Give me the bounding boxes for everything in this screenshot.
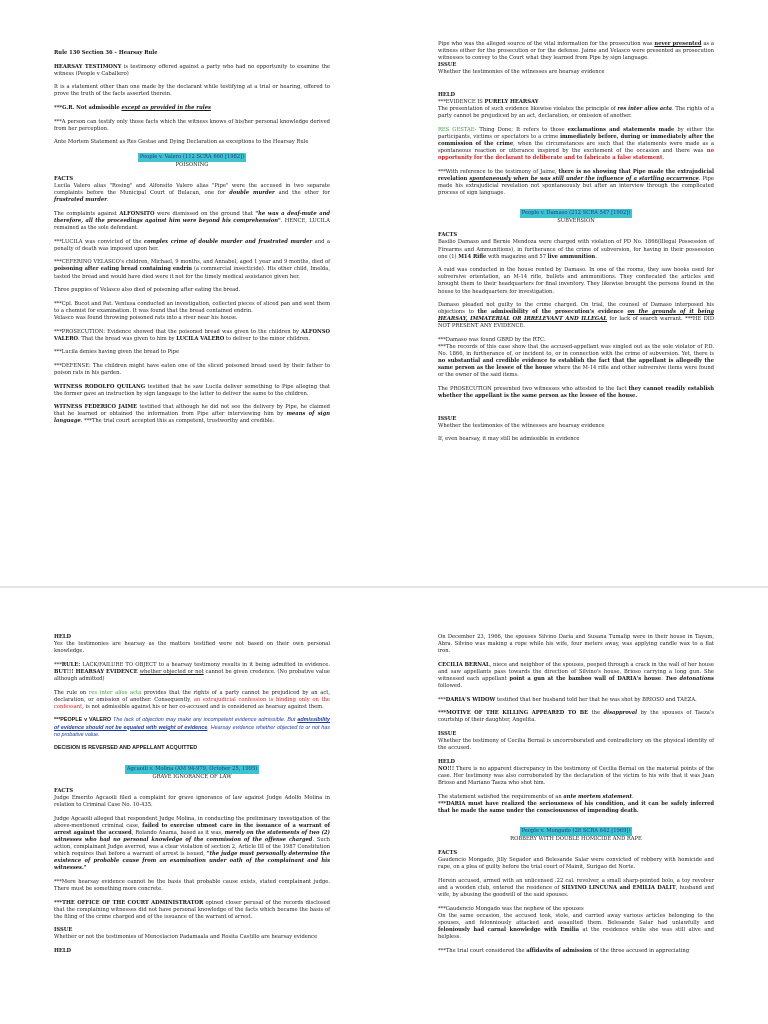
text-bold: they cannot readily establish whether the appellant is the same person as the lessee of the house. bbox=[438, 386, 714, 400]
facts-label: FACTS bbox=[54, 176, 74, 183]
text-bold: PURELY HEARSAY bbox=[484, 99, 539, 106]
text: the bbox=[588, 710, 604, 717]
text-red: no opportunity for the declarant to deliberate and to fabricate a false statement bbox=[438, 148, 714, 162]
pipe-paragraph bbox=[438, 41, 714, 62]
text: by the spouses of Taeza's courtship of their daughter, Angelita. bbox=[438, 710, 714, 724]
text: . bbox=[595, 253, 597, 260]
dec23-paragraph: On December 23, 1966, the spouses Silvino Daria and Susana Tumalip were in their house in Tayum, Abra. Silvino was making a rope while his wife, four meters away, was applying candle wax to a flat iron. bbox=[438, 634, 714, 655]
text-bold: point a gun at the bamboo wall of DARIA's house bbox=[509, 675, 662, 682]
case-header-mongado bbox=[438, 827, 714, 843]
text: testified that he saw Lucila deliver something to Pipe alleging that the former gave an instruction by sign language to the latter to deliver the same to the children. bbox=[54, 383, 330, 397]
text: at the residence while she was still alive and helpless. bbox=[438, 926, 715, 940]
res-gestae-label: RES GESTAE bbox=[438, 126, 475, 133]
held-paragraph bbox=[438, 766, 714, 787]
text-bold: RULE: bbox=[61, 661, 81, 668]
issue-label: ISSUE bbox=[438, 730, 457, 737]
text: . That the bread was given to him by bbox=[78, 335, 177, 342]
widow-paragraph bbox=[438, 697, 714, 704]
gr-prefix: ***G.R. Not admissible bbox=[54, 104, 122, 111]
text-bold: LUCILA VALERO bbox=[176, 335, 225, 342]
text: The presentation of such evidence likewise violates the principle of bbox=[438, 106, 618, 113]
text-bold: never presented bbox=[654, 41, 702, 47]
res-gestae-paragraph bbox=[438, 127, 714, 162]
case-subject: ROBBERY WITH DOUBLE HOMICIDE AND RAPE bbox=[510, 835, 642, 842]
text-bold: disapproval bbox=[603, 710, 638, 717]
text-blue: . Hearsay evidence whether objected to or not has no probative value. bbox=[54, 724, 331, 738]
prosecution-witnesses bbox=[438, 386, 714, 400]
issue-label: ISSUE bbox=[438, 62, 457, 69]
text: of the three accused in appreciating bbox=[591, 947, 690, 954]
text: followed. bbox=[438, 683, 462, 690]
text-bold: failed to exercise utmost care in the issuance of a warrant of arrest against the accused bbox=[54, 822, 330, 836]
text: *** bbox=[54, 661, 62, 668]
defense-paragraph: ***DEFENSE: The children might have eaten one of the sliced poisoned bread used by their father to poison rats in his garden. bbox=[54, 362, 330, 376]
case-subject: POISONING bbox=[175, 161, 209, 168]
herein-paragraph bbox=[438, 878, 714, 899]
text-bold: BUT!!! HEARSAY EVIDENCE bbox=[54, 668, 138, 675]
text: On the same occasion, the accused took, stole, and carried away various articles belonging to the spouses, and felonniously attacked and assaulted them. Belesande Salar had unlawfully and bbox=[438, 912, 714, 926]
decision-line: DECISION IS REVERSED AND APPELLANT ACQUITTED bbox=[54, 745, 198, 752]
text-bold: the admissibility of the prosecution's evidence bbox=[477, 309, 628, 316]
text: to deliver to the minor children. bbox=[224, 335, 311, 342]
velasco-paragraph: Velasco was found throwing poisoned rats into a river near his house. bbox=[54, 314, 238, 321]
text: . HENCE, LUCILA remained as the sole defendant. bbox=[54, 218, 330, 232]
oca-paragraph bbox=[54, 900, 330, 921]
denial-paragraph: ***Lucila denies having given the bread to Pipe bbox=[54, 349, 180, 356]
text-bold: exclamations and statements made bbox=[567, 126, 675, 133]
held-label: HELD bbox=[54, 948, 72, 955]
inter-alios-paragraph bbox=[54, 690, 330, 711]
text-bold: poisoning after eating bread containing endrin bbox=[54, 266, 193, 273]
motive-paragraph bbox=[438, 710, 714, 724]
text: Lucila Valero alias "Rosing" and Alfonsito Valero alias "Pipe" were the accused in two separate complaints before the Municipal Court of Bulacan, one for bbox=[54, 183, 330, 197]
text: The PROSECUTION presented two witnesses who attested to the fact bbox=[438, 386, 629, 393]
hearsay-definition bbox=[54, 64, 330, 78]
text-bold: spontaneously when he was still under the influence of a startling occurrence bbox=[469, 175, 699, 182]
text-bold: no substantial and credible evidence to establish the fact that the appellant is allegedly the same person as the lessee of the house bbox=[438, 358, 714, 372]
text: *** bbox=[438, 696, 446, 703]
facts-text: Gaudencio Mongado, Jilly Segador and Belesande Salar were convicted of robbery with homicide and rape, on a plea of guilty before the trial court of Mainit, Surigao del Norte. bbox=[438, 857, 714, 871]
text-bold: feloniously had carnal knowledge with Emilia bbox=[438, 926, 580, 933]
section-heading: Rule 130 Section 36 – Hearsay Rule bbox=[54, 50, 158, 56]
page2-right-column bbox=[438, 634, 714, 961]
held-label: HELD bbox=[54, 634, 72, 640]
held-label: HELD bbox=[438, 91, 456, 98]
issue-text: Whether the testimonies of the witnesses are hearsay evidence bbox=[438, 69, 605, 76]
trial-paragraph bbox=[438, 948, 714, 955]
text: Damaso pleaded not guilty to the crime charged. On trial, the counsel of Damaso interposed his objections to bbox=[438, 302, 714, 316]
text: The rule on bbox=[54, 689, 89, 696]
case-title: Agcaoili v. Molina (AM 94-979, October 25, 1995) bbox=[125, 765, 260, 774]
text: There is no apparent discrepancy in the testimony of Cecilia Bernal on the material points of the case. Her testimony was also corroborated by the declaration of the victim to his wife that it was Juan Brioso and Mariano Taeza who shot him. bbox=[438, 765, 714, 786]
text: . bbox=[662, 155, 665, 162]
text-blue: The lack of objection may make any incompetent evidence admissible. But bbox=[111, 717, 298, 724]
text-bold: merely on the statements of two (2) witnesses who had no personal knowledge of the commission of the offense charged bbox=[54, 829, 330, 843]
text: Judge Agcaoili alleged that respondent Judge Molina, in conducting the preliminary investigation of the above-mentioned criminal case, bbox=[54, 815, 330, 829]
text: opined closer perusal of the records disclosed that the complaining witnesses did not have personal knowledge of the facts which became the basis of the filing of the crime charged and of the issuance of the warrant of arrest. bbox=[54, 899, 330, 920]
text: ***EVIDENCE IS bbox=[438, 99, 485, 106]
text: LACK/FAILURE TO OBJECT to a hearsay testimony results in it being admitted in evidence. bbox=[80, 661, 330, 668]
text-bold: there is no showing that Pipe made the extrajudicial revelation bbox=[438, 168, 714, 182]
mere-hearsay-paragraph: ***Mere hearsay evidence cannot be the basis that probable cause exists, stated complainant judge. There must be something more concrete. bbox=[54, 878, 330, 892]
evidence-line bbox=[438, 99, 714, 106]
case-header-valero bbox=[54, 153, 330, 169]
text: Pipe who was the alleged source of the vital information for the prosecution was bbox=[438, 41, 655, 47]
general-rule bbox=[54, 105, 330, 112]
text: ***LUCILA was convicted of the bbox=[54, 238, 144, 245]
text-bold: "the judge must personally determine the existence of probable cause from an examination under oath of the complainant and his witnesses." bbox=[54, 851, 331, 872]
text-bold: ***PEOPLE v VALERO bbox=[54, 717, 112, 724]
text: The complaints against bbox=[54, 210, 120, 217]
text: . ***The trial court accepted this as competent, trustworthy and credible. bbox=[80, 418, 275, 425]
text-bold: ***MOTIVE OF THE KILLING APPEARED TO BE bbox=[438, 710, 589, 717]
admissible-note: If, even hearsay, it may still be admissible in evidence bbox=[438, 436, 580, 443]
text-bold: DARIA'S WIDOW bbox=[445, 696, 496, 703]
presentation-paragraph bbox=[438, 106, 714, 120]
jaime-reference-paragraph bbox=[438, 169, 714, 197]
jaime-paragraph bbox=[54, 404, 330, 425]
text-bold: WITNESS FEDERICO JAIME bbox=[54, 404, 138, 411]
text-green: res inter alios acta bbox=[88, 689, 142, 696]
text: Basilio Damaso and Bernie Mendoza were charged with violation of PD No. 1866(Illegal Possession of Firearms and Ammunitions), in furtherance of the crime of subversion, for having in their possession one (1) bbox=[438, 239, 714, 260]
people-v-valero-note bbox=[54, 717, 330, 739]
text: testified that her husband told her that he was shot by BRIOSO and TAEZA. bbox=[495, 696, 697, 703]
text-bold: ALFONSITO bbox=[119, 210, 155, 217]
text-bold: on the grounds of it being HEARSAY, IMMATERIAL OR IRRELEVANT AND ILLEGAL bbox=[438, 309, 715, 323]
case-subject: GRAVE IGNORANCE OF LAW bbox=[152, 773, 232, 780]
cecilia-paragraph bbox=[438, 662, 714, 690]
term-label: HEARSAY TESTIMONY bbox=[54, 63, 122, 70]
text-bold: CECILIA BERNAL bbox=[438, 661, 490, 668]
statement-definition: It is a statement other than one made by the declarant while testifying at a trial or hearing, offered to prove the truth of the facts asserted therein. bbox=[54, 84, 330, 98]
text-red: an extrajudicial confession is binding only on the confessant bbox=[54, 696, 330, 710]
issue-label: ISSUE bbox=[54, 927, 73, 934]
raid-paragraph: A raid was conducted in the house rented by Damaso. In one of the rooms, they saw books used for subversive orientation, an M-14 rifle, bullets and ammunitions. They confiscated the articles and brought them to their headquarters for final inventory. They likewise brought the persons found in the house to the headquarters for investigation. bbox=[438, 267, 714, 295]
case-title: People v. Damaso (212 SCRA 547 [1992]) bbox=[520, 209, 633, 218]
facts-label: FACTS bbox=[438, 232, 458, 239]
facts-text: Judge Emerito Agcaoili filed a complaint for grave ignorance of law against Judge Adolfo Molina in relation to Criminal Case No. 10-435. bbox=[54, 794, 330, 809]
text: as a witness either for the prosecution or for the defense. Jaime and Velasco were presented as prosecution witnesses to convey to the Court what they learned from Pipe by sign language. bbox=[438, 41, 714, 62]
case-subject: SUBVERSION bbox=[557, 218, 595, 225]
case-header-damaso bbox=[438, 209, 714, 225]
exceptions-note: Ante Mortem Statement as Res Gestae and Dying Declaration as exceptions to the Hearsay Rule bbox=[54, 139, 309, 146]
issue-label: ISSUE bbox=[438, 415, 457, 422]
text-bold: Two detonations bbox=[665, 675, 714, 682]
text-bold: ***THE OFFICE OF THE COURT ADMINISTRATOR bbox=[54, 899, 204, 906]
quilang-paragraph bbox=[54, 384, 330, 398]
text: testified that although he did not see the delivery by Pipe, he claimed that he learned or obtained the information from Pipe after interviewing him by bbox=[54, 404, 330, 418]
issue-text: Whether the testimonies of the witnesses are hearsay evidence bbox=[438, 422, 605, 429]
text-blue-bold: admissibility of evidence should not be equated with weight of evidence bbox=[54, 717, 331, 731]
text: - Thing Done; It refers to those bbox=[474, 126, 568, 133]
text-bold: NO!!! bbox=[438, 765, 455, 772]
text-bold: double murder bbox=[229, 190, 275, 197]
daria-paragraph: ***DARIA must have realized the seriousness of his condition, and it can be safely inferred that he made the same under the consciousness of impending death. bbox=[438, 800, 714, 814]
text: provides that the rights of a party cannot be prejudiced by an act, declaration, or omission of another. Consequently, bbox=[54, 689, 330, 703]
facts-label: FACTS bbox=[54, 787, 74, 794]
records-paragraph bbox=[438, 344, 714, 379]
page1-left-column bbox=[54, 50, 330, 432]
text-bold: live ammunition bbox=[547, 253, 596, 260]
text-bold: res inter alios acta bbox=[617, 106, 673, 113]
text-bold: "he was a deaf-mute and therefore, all the proceedings against him were beyond his comprehension" bbox=[54, 210, 331, 224]
text: cannot be given credence. (No probative value although admitted) bbox=[54, 668, 330, 682]
document-page-2 bbox=[0, 588, 768, 1024]
text-bold: WITNESS RODOLFO QUILANG bbox=[54, 383, 146, 390]
gr-emphasis: except as provided in the rules bbox=[121, 104, 211, 111]
text: , is not admissible against his or her co-accused and is considered as hearsay against them. bbox=[82, 703, 324, 710]
text-bold: affidavits of admission bbox=[526, 947, 592, 954]
text: . Such action, complainant Judge averred, was a clear violation of section 2, Article III of the 1987 Constitution which requires that before a warrant of arrest is issued, bbox=[54, 836, 330, 858]
case-title: People v. Valero (112 SCRA 660 [1982]) bbox=[138, 153, 246, 162]
puppies-paragraph: Three puppies of Velasco also died of poisoning after eating the bread. bbox=[54, 287, 241, 294]
text-bold: frustrated murder bbox=[54, 197, 107, 204]
text: , when the circumstances are such that the statements were made as a spontaneous reaction or utterance inspired by the excitement of the occasion and there was bbox=[438, 141, 714, 155]
investigation-paragraph: ***Cpl. Bucot and Pat. Ventusa conducted an investigation, collected pieces of sliced pan and sent them to a chemist for examination. It was found that the bread contained endrin. bbox=[54, 300, 330, 314]
text: The statement satisfied the requirements of an bbox=[438, 793, 564, 800]
alleged-paragraph bbox=[54, 816, 330, 873]
text-bold: ALFONSO VALERO bbox=[54, 328, 330, 342]
text-bold: M14 Rifle bbox=[458, 253, 487, 260]
personal-knowledge-note: ***A person can testify only those facts which the witness knows of his/her personal knowledge derived from her perception. bbox=[54, 118, 330, 132]
rule-paragraph bbox=[54, 662, 330, 683]
text: ***PROSECUTION: Evidence showed that the poisoned bread was given to the children by bbox=[54, 328, 302, 335]
text: . bbox=[661, 675, 666, 682]
case-title: People v. Mongado (28 SCRA 642 [1969]) bbox=[520, 827, 633, 836]
text: ***The records of this case show that the accused-appellant was singled out as the sole violator of P.D. No. 1866, in furtherance of, or incident to, or in connection with the crime of subversion. Yet, there is bbox=[438, 344, 714, 358]
text: (a commercial insecticide). His other child, Imelda, tasted the bread and would have died were it not for the timely medical assistance given her. bbox=[54, 266, 330, 280]
text: , niece and neighbor of the spouses, peeped through a crack in the wall of her house and saw appellants pass towards the direction of Silvino's house, Brioso carrying a long gun. She witnessed each appellant bbox=[438, 661, 715, 682]
nephew-line: ***Gaudencio Mongado was the nephew of the spouses bbox=[438, 905, 584, 912]
text: . Pipe made his extrajudicial revelation not spontaneously but after an interview through the complicated process of sign language. bbox=[438, 175, 714, 197]
page1-right-column bbox=[438, 41, 714, 450]
text: , Rolando Anama, based as it was, bbox=[131, 829, 225, 836]
ante-mortem-line bbox=[438, 794, 714, 801]
prosecution-paragraph bbox=[54, 329, 330, 343]
pleaded-paragraph bbox=[438, 302, 714, 330]
facts-label: FACTS bbox=[438, 850, 458, 857]
text: with magazine and 57 bbox=[486, 253, 548, 260]
text-underline: whether objected or not bbox=[139, 668, 204, 675]
damaso-facts bbox=[438, 239, 714, 260]
term-text: is testimony offered against a party who had no opportunity to examine the witness (People v Caballero) bbox=[54, 63, 330, 77]
facts-paragraph bbox=[54, 183, 330, 204]
occasion-paragraph bbox=[438, 913, 714, 941]
convicted-paragraph bbox=[54, 239, 330, 253]
text: . bbox=[631, 793, 634, 800]
text: and a penalty of death was imposed upon her. bbox=[54, 238, 330, 252]
issue-text: Whether or not the testimonies of Mencelacion Padamaala and Rosita Castillo are hearsay evidence bbox=[54, 934, 318, 941]
issue-text: Whether the testimony of Cecilia Bernal is uncorroborated and contradictory on the physical identity of the accused. bbox=[438, 738, 714, 752]
text: by either the participants, victims or spectators to a crime bbox=[438, 126, 714, 140]
text-bold: immediately before, during or immediately after the commission of the crime bbox=[438, 133, 714, 148]
text: where the M-14 rifle and other subversive items were found or the owner of the said items. bbox=[438, 365, 714, 379]
held-text: Yes the testimonies are hearsay as the matters testified were not based on their own personal knowledge. bbox=[54, 641, 330, 655]
text: ***The trial court considered the bbox=[438, 947, 527, 954]
text: . bbox=[106, 197, 109, 204]
gbrd-line: ***Damaso was found GBRD by the RTC. bbox=[438, 337, 546, 343]
text-bold: ante mortem statement bbox=[563, 793, 632, 800]
text: ***With reference to the testimony of Jaime, bbox=[438, 168, 559, 175]
text: Herein accused, armed with an unlicensed .22 cal. revolver, a small sharp-pointed bolo, a toy revolver and a wooden club, entered the residence of bbox=[438, 877, 714, 891]
text: ***CEFERINO VELASCO's children, Michael, 9 months, and Annabel, aged 1 year and 9 months, died of bbox=[54, 259, 330, 266]
page2-left-column bbox=[54, 634, 330, 955]
text: for lack of search warrant. ***HE DID NOT PRESENT ANY EVIDENCE. bbox=[438, 316, 714, 330]
text: were dismissed on the ground that bbox=[154, 210, 256, 217]
text: , husband and wife, by abusing the goodwill of the said spouses. bbox=[438, 884, 714, 899]
text-bold: complex crime of double murder and frustrated murder bbox=[144, 238, 313, 245]
text-bold: means of sign language bbox=[54, 411, 330, 425]
dismissed-paragraph bbox=[54, 211, 330, 232]
text: . The rights of a party cannot be prejudiced by an act, declaration, or omission of another. bbox=[438, 106, 714, 120]
text-bold: SILVINO LINCUNA and EMILIA DALIT bbox=[561, 884, 676, 891]
case-header-agcaoili bbox=[54, 765, 330, 781]
text: and the other for bbox=[274, 190, 331, 197]
children-paragraph bbox=[54, 259, 330, 280]
held-label: HELD bbox=[438, 758, 456, 765]
